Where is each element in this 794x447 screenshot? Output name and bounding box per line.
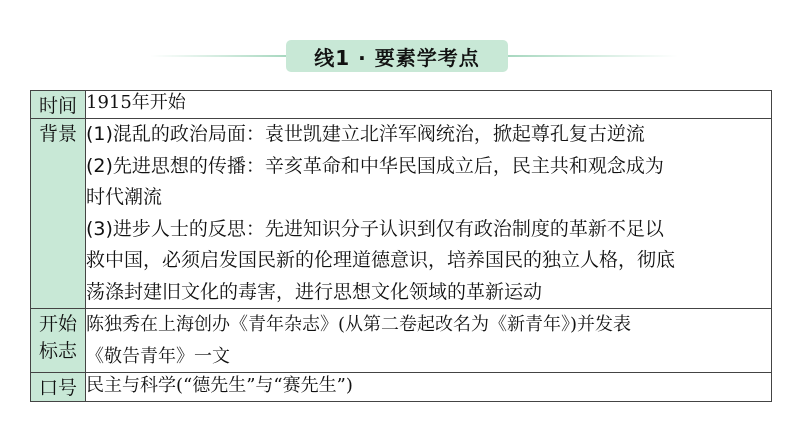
label-line: 标志 — [38, 340, 77, 362]
background-line: (3)进步人士的反思：先进知识分子认识到仅有政治制度的革新不足以 — [86, 217, 664, 240]
info-table — [30, 90, 772, 402]
section-title: 线1 · 要素学考点 — [286, 40, 508, 72]
start-sign-content — [86, 309, 772, 373]
background-content — [86, 119, 772, 309]
table-row-start-sign — [31, 309, 772, 373]
label-line: 开始 — [38, 313, 77, 335]
start-sign-line: 陈独秀在上海创办《青年杂志》(从第二卷起改名为《新青年》)并发表 — [86, 314, 632, 335]
table-row-time — [31, 91, 772, 119]
background-line: 荡涤封建旧文化的毒害，进行思想文化领域的革新运动 — [86, 280, 543, 303]
row-label-slogan: 口号 — [31, 373, 86, 402]
section-header — [0, 36, 794, 76]
background-line: 时代潮流 — [86, 186, 163, 208]
row-label-time: 时间 — [31, 91, 86, 119]
background-line: 救中国，必须启发国民新的伦理道德意识，培养国民的独立人格，彻底 — [86, 249, 676, 271]
row-label-background: 背景 — [31, 119, 86, 309]
table-row-slogan — [31, 373, 772, 402]
row-label-start-sign — [31, 309, 86, 373]
slogan-value: 民主与科学(“德先生”与“赛先生”) — [86, 373, 772, 402]
decorative-line-right — [508, 55, 678, 57]
background-line: (2)先进思想的传播：辛亥革命和中华民国成立后，民主共和观念成为 — [86, 154, 664, 177]
background-line: (1)混乱的政治局面：袁世凯建立北洋军阀统治，掀起尊孔复古逆流 — [86, 123, 645, 145]
decorative-line-left — [150, 55, 286, 57]
table-row-background — [31, 119, 772, 309]
time-value: 1915年开始 — [86, 91, 772, 119]
start-sign-line: 《敬告青年》一文 — [86, 345, 230, 367]
